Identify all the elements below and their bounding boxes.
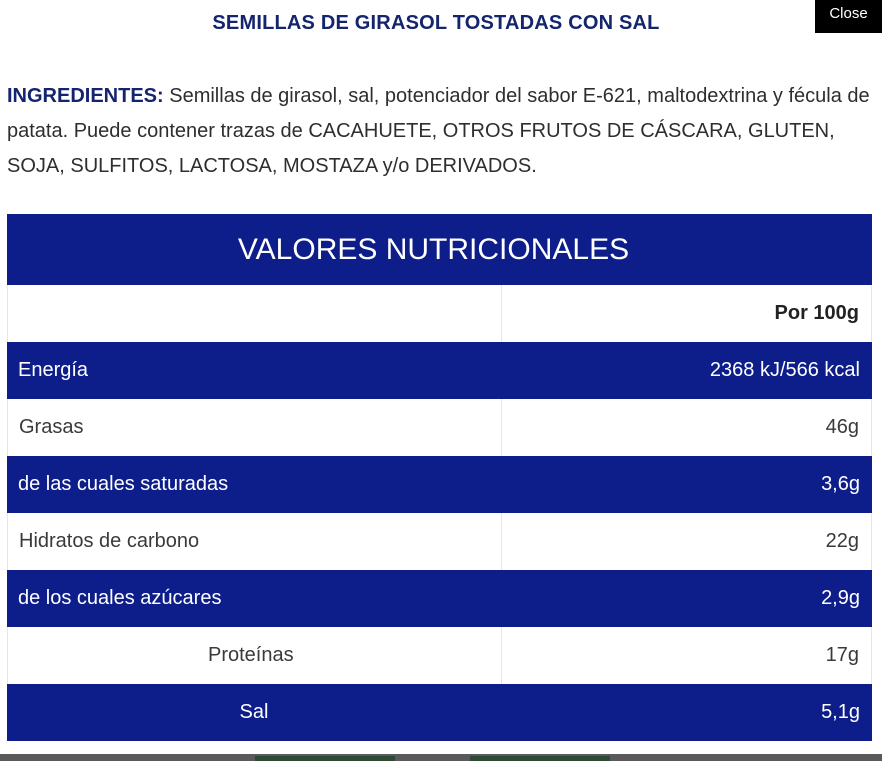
row-label: Energía [18, 359, 89, 381]
background-image-fragment [470, 756, 610, 761]
ingredients-paragraph [7, 79, 873, 184]
row-value: 5,1g [821, 701, 860, 723]
close-button[interactable]: Close [815, 0, 882, 33]
table-row-azucares [7, 570, 872, 627]
row-label: de los cuales azúcares [18, 587, 222, 609]
row-label: Hidratos de carbono [8, 513, 502, 570]
product-title: SEMILLAS DE GIRASOL TOSTADAS CON SAL [212, 12, 660, 34]
table-row-energia [7, 342, 872, 399]
nutrition-table [7, 214, 872, 741]
table-row-grasas [7, 399, 872, 456]
row-value: 2,9g [821, 587, 860, 609]
row-label: Grasas [8, 399, 502, 456]
table-row-saturadas [7, 456, 872, 513]
row-value: 2368 kJ/566 kcal [709, 359, 860, 381]
background-image-fragment [255, 756, 395, 761]
row-value: 46g [825, 416, 859, 438]
header-empty-cell [8, 285, 502, 342]
column-header-per100g: Por 100g [774, 302, 859, 324]
row-value: 3,6g [821, 473, 860, 495]
table-header-row [7, 285, 872, 342]
table-row-proteinas [7, 627, 872, 684]
row-label: Sal [239, 701, 269, 723]
background-page-strip [0, 754, 882, 761]
ingredients-text: Semillas de girasol, sal, potenciador del sabor E-621, maltodextrina y fécula de patata. Puede contener trazas de CACAHUETE, OTROS FRUTOS DE CÁSCARA, GLUTEN, SOJA, SULFITOS, LACTOSA, MOSTAZA y/o DERIVADOS. [7, 85, 870, 177]
row-value: 22g [825, 530, 859, 552]
ingredients-label: INGREDIENTES: [7, 85, 164, 107]
row-label: Proteínas [8, 627, 502, 684]
table-row-hidratos [7, 513, 872, 570]
table-row-sal [7, 684, 872, 741]
nutrition-heading [7, 214, 872, 285]
row-label: de las cuales saturadas [18, 473, 229, 495]
nutrition-heading-text: VALORES NUTRICIONALES [237, 233, 630, 266]
row-value: 17g [825, 644, 859, 666]
